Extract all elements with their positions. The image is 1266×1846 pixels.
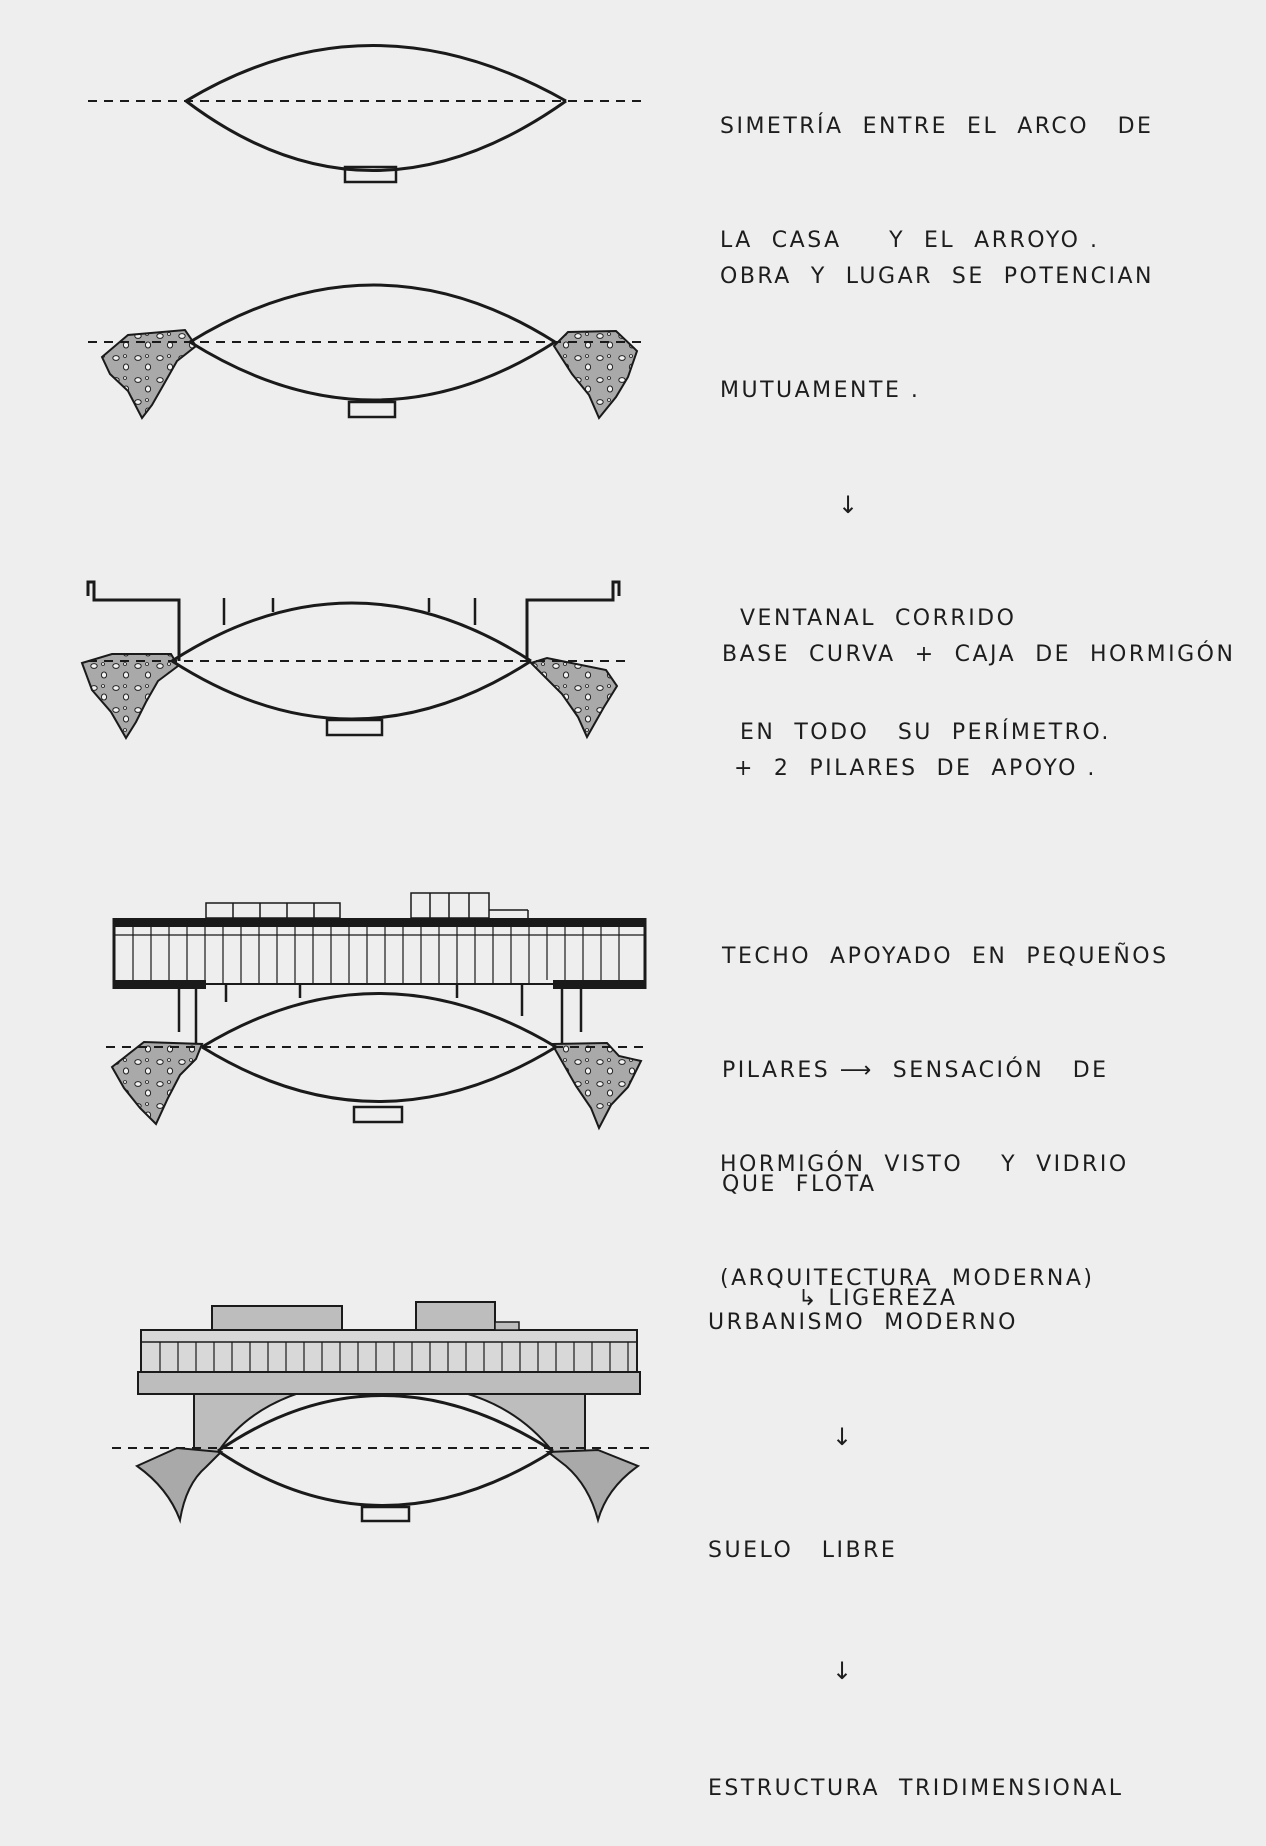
rock-right — [554, 331, 637, 418]
arrow-down-icon: ↓ — [832, 1423, 855, 1451]
rock-left — [82, 654, 178, 738]
arrow-down-icon: ↓ — [832, 1657, 855, 1685]
note-line: SUELO LIBRE — [708, 1538, 898, 1563]
arch-upper — [202, 994, 556, 1048]
window-mullions — [113, 927, 645, 984]
arch-upper — [190, 285, 555, 342]
note-line: BASE CURVA + CAJA DE HORMIGÓN — [722, 642, 1236, 667]
roof-volume-left — [212, 1306, 342, 1330]
arch-lower — [186, 101, 566, 171]
note-line: HORMIGÓN VISTO Y VIDRIO — [720, 1152, 1129, 1177]
note-line: PILARES ⟶ SENSACIÓN DE — [722, 1058, 1109, 1083]
arch-lower — [172, 661, 531, 719]
note-line: ESTRUCTURA TRIDIMENSIONAL — [708, 1776, 1124, 1801]
arch-lower — [190, 342, 555, 400]
note-line: + 2 PILARES DE APOYO . — [734, 756, 1097, 781]
base-block — [362, 1507, 409, 1521]
roof-volume-right — [416, 1302, 495, 1330]
note-line: TECHO APOYADO EN PEQUEÑOS — [722, 944, 1169, 969]
arch-lower — [202, 1047, 556, 1102]
note-line: URBANISMO MODERNO — [708, 1310, 1018, 1335]
note-line: VENTANAL CORRIDO — [740, 606, 1017, 631]
base-block — [354, 1107, 402, 1122]
arch-upper — [172, 603, 531, 661]
rooftop-volumes — [206, 893, 528, 918]
note-concrete-box — [722, 560, 1235, 826]
roof-slab — [113, 918, 646, 927]
support-left — [194, 1394, 296, 1452]
base-block — [349, 402, 395, 417]
arrow-down-icon: ↓ — [838, 491, 861, 519]
arch-upper — [186, 46, 566, 102]
floor-slab-left — [113, 980, 206, 989]
note-line: OBRA Y LUGAR SE POTENCIAN — [720, 264, 1154, 289]
glass-band — [141, 1330, 637, 1372]
rock-right — [552, 1043, 641, 1128]
sketch-concrete-box — [82, 582, 628, 738]
note-line: SIMETRÍA ENTRE EL ARCO DE — [720, 114, 1154, 139]
note-line: MUTUAMENTE . — [720, 378, 921, 403]
footing-left — [137, 1448, 221, 1520]
note-line: QUE FLOTA — [722, 1172, 877, 1197]
note-line: LA CASA Y EL ARROYO . — [720, 228, 1100, 253]
support-right — [468, 1394, 585, 1452]
slab-band — [138, 1372, 640, 1394]
footing-right — [548, 1450, 638, 1520]
roof-volume-step — [495, 1322, 519, 1330]
arch-lower — [218, 1451, 553, 1506]
rock-right — [531, 658, 617, 737]
sketch-floating-roof — [106, 893, 650, 1128]
note-line: ↳ LIGEREZA — [722, 1286, 958, 1311]
floor-slab-right — [553, 980, 646, 989]
base-block — [327, 720, 382, 735]
note-line: (ARQUITECTURA MODERNA) — [720, 1266, 1095, 1291]
sketch-symmetry — [88, 46, 643, 183]
sketch-work-place — [88, 285, 648, 418]
rock-left — [112, 1042, 202, 1124]
box-left-wall — [88, 582, 179, 661]
note-line: EN TODO SU PERÍMETRO. — [740, 720, 1111, 745]
sketch-free-ground — [112, 1302, 652, 1521]
note-modern-urbanism — [708, 1228, 1124, 1846]
rock-left — [102, 330, 196, 418]
box-right-wall — [527, 582, 619, 661]
